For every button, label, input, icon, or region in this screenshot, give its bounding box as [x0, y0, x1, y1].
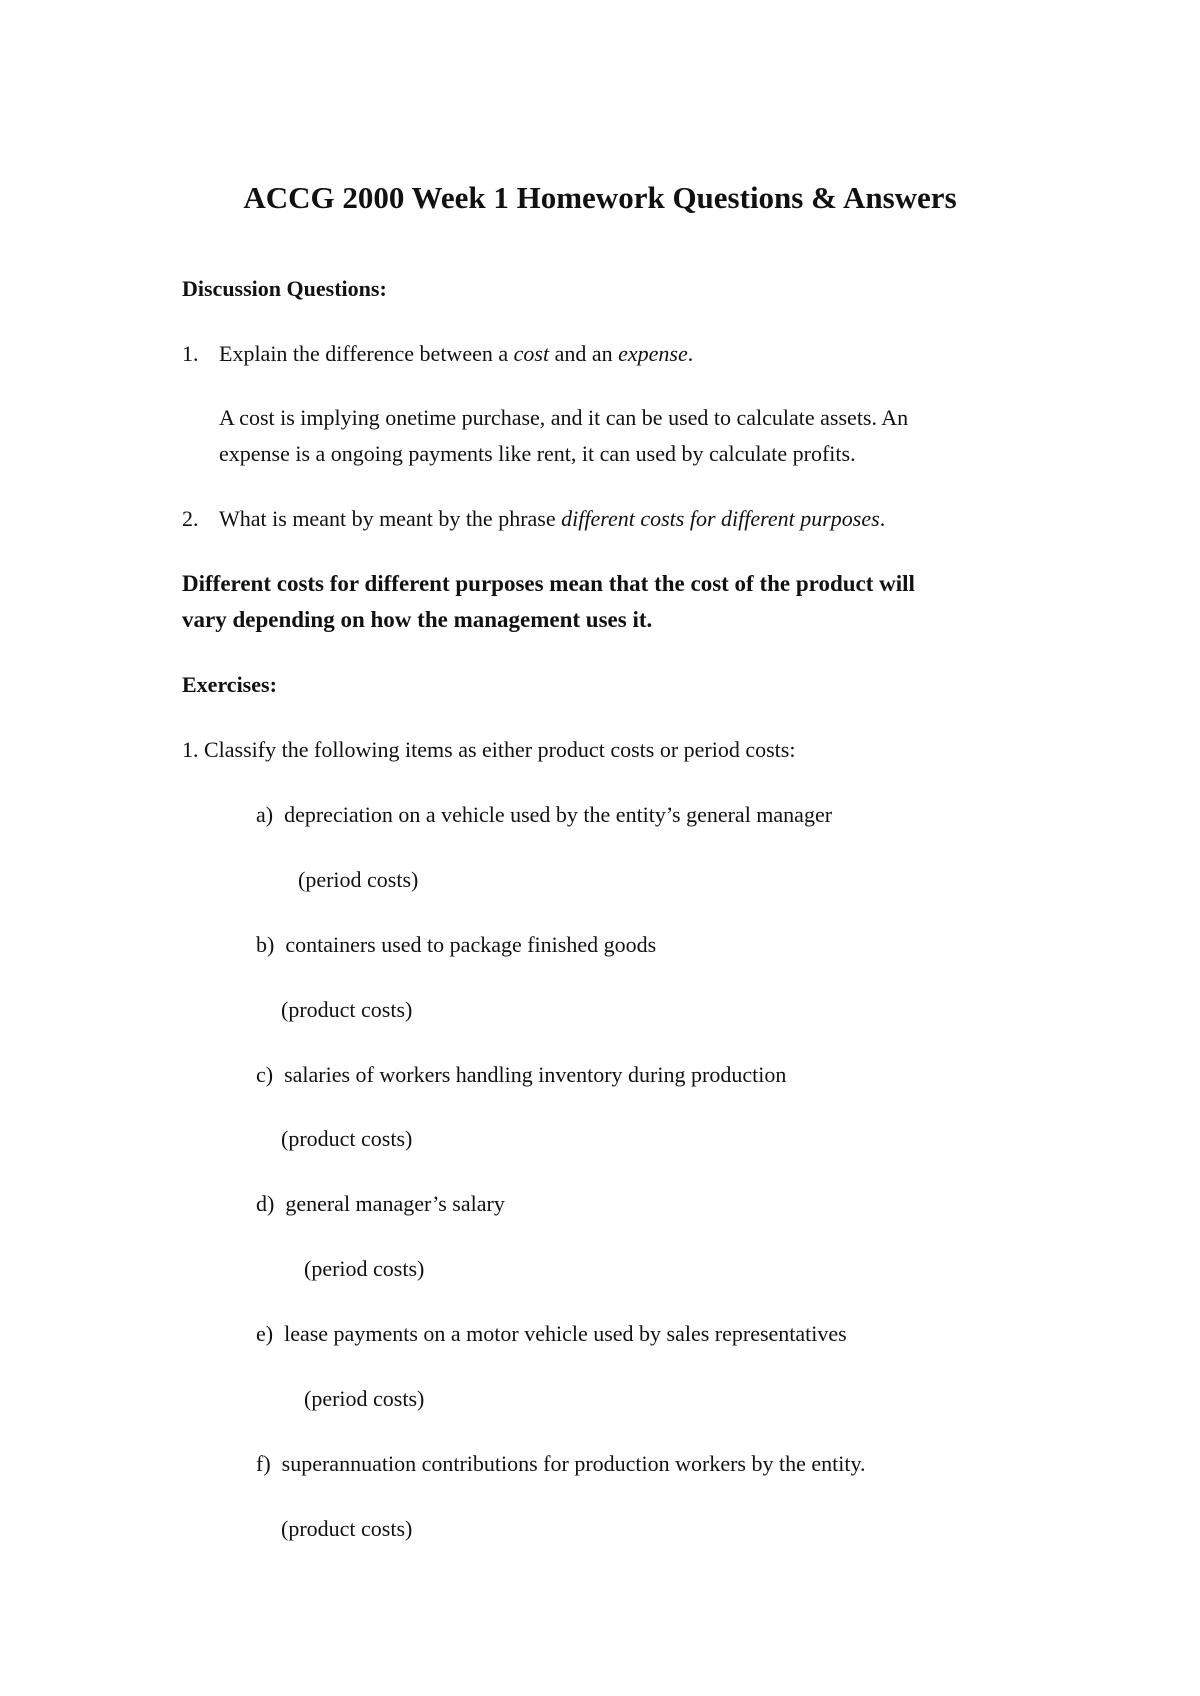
exercise-item-d-answer: (period costs) — [304, 1256, 425, 1281]
exercise-item-c — [256, 1062, 786, 1088]
page-title: ACCG 2000 Week 1 Homework Questions & Answers — [243, 180, 957, 215]
exercise-item-b-answer: (product costs) — [281, 997, 413, 1022]
question-1-answer-line-1: A cost is implying onetime purchase, and it can be used to calculate assets. An — [219, 405, 909, 430]
exercise-item-e — [256, 1321, 847, 1347]
item-text: general manager’s salary — [285, 1191, 505, 1216]
item-label: f) — [256, 1451, 271, 1476]
item-label: c) — [256, 1062, 274, 1087]
item-label: b) — [256, 932, 275, 957]
item-text: superannuation contributions for production workers by the entity. — [281, 1451, 866, 1476]
exercise-item-b — [256, 932, 656, 958]
question-2-number: 2. — [182, 506, 199, 531]
exercise-item-a — [256, 802, 832, 828]
exercise-item-e-answer: (period costs) — [304, 1386, 425, 1411]
item-text: containers used to package finished goods — [285, 932, 657, 957]
exercise-item-a-answer: (period costs) — [298, 867, 419, 892]
question-1-number: 1. — [182, 341, 199, 366]
exercise-1-intro: 1. Classify the following items as either product costs or period costs: — [182, 737, 796, 762]
question-1-answer-line-2: expense is a ongoing payments like rent, it can used by calculate profits. — [219, 441, 856, 466]
exercise-item-f-answer: (product costs) — [281, 1516, 413, 1541]
question-2-text: What is meant by meant by the phrase different costs for different purposes. — [219, 506, 886, 531]
item-text: depreciation on a vehicle used by the entity’s general manager — [284, 802, 833, 827]
exercise-item-d — [256, 1191, 505, 1217]
item-label: e) — [256, 1321, 274, 1346]
item-label: a) — [256, 802, 274, 827]
item-label: d) — [256, 1191, 275, 1216]
item-text: lease payments on a motor vehicle used by sales representatives — [284, 1321, 847, 1346]
item-text: salaries of workers handling inventory during production — [284, 1062, 787, 1087]
question-2-answer-line-2: vary depending on how the management uses it. — [182, 607, 653, 632]
exercise-item-f — [256, 1451, 866, 1477]
exercises-heading: Exercises: — [182, 672, 277, 697]
question-2-answer-line-1: Different costs for different purposes mean that the cost of the product will — [182, 571, 915, 596]
discussion-heading: Discussion Questions: — [182, 276, 387, 301]
exercise-item-c-answer: (product costs) — [281, 1126, 413, 1151]
question-1-text: Explain the difference between a cost and an expense. — [219, 341, 694, 366]
